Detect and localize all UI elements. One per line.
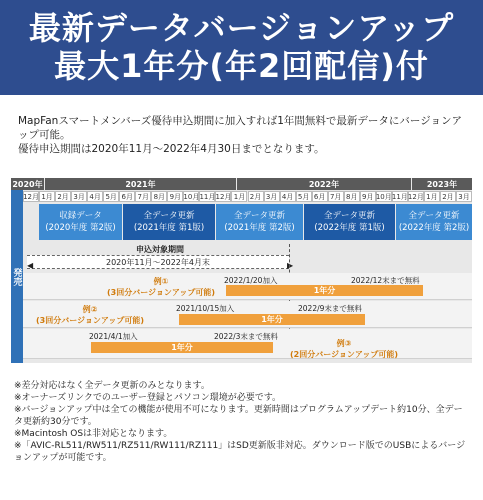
example-3-bar-label: 1年分 xyxy=(171,343,193,352)
month-cell: 2月 xyxy=(55,191,71,202)
update-3-title: 全データ更新 xyxy=(233,211,285,221)
month-cell: 6月 xyxy=(312,191,328,202)
month-cell: 6月 xyxy=(119,191,135,202)
month-cell: 1月 xyxy=(231,191,247,202)
month-cell: 2月 xyxy=(248,191,264,202)
update-5-title: 全データ更新 xyxy=(408,211,460,221)
month-cell: 1月 xyxy=(424,191,440,202)
example-2-bar xyxy=(179,314,365,325)
update-1-title: 収録データ xyxy=(59,211,102,221)
update-block-5 xyxy=(396,204,472,240)
update-5-sub: (2022年度 第2版) xyxy=(398,223,470,233)
month-cell: 7月 xyxy=(135,191,151,202)
example-1-free: 2022/12末まで無料 xyxy=(351,276,420,285)
release-label: 発売 xyxy=(11,190,23,363)
update-block-1 xyxy=(39,204,122,240)
month-cell: 9月 xyxy=(360,191,376,202)
example-3-title: 例③ xyxy=(336,339,352,348)
header-banner xyxy=(0,0,483,95)
update-4-sub: (2022年度 第1版) xyxy=(314,223,385,233)
update-block-2 xyxy=(123,204,215,240)
month-cell: 11月 xyxy=(199,192,216,201)
month-cell: 1月 xyxy=(39,191,55,202)
example-2-join: 2021/10/15加入 xyxy=(176,304,235,313)
month-cell: 8月 xyxy=(344,191,360,202)
month-cell: 9月 xyxy=(167,191,183,202)
example-3-sub: (2回分バージョンアップ可能) xyxy=(290,350,398,359)
arrow-left-icon: ◀ xyxy=(27,261,34,270)
example-3-label xyxy=(279,338,409,360)
month-cell: 3月 xyxy=(71,191,87,202)
month-cell: 3月 xyxy=(456,191,472,202)
month-cell: 10月 xyxy=(183,192,200,201)
example-3-bar xyxy=(91,342,273,353)
month-cell: 12月 xyxy=(215,192,232,201)
example-1-bar xyxy=(226,285,423,296)
period-range-text: 2020年11月～2022年4月末 xyxy=(106,257,210,267)
example-2-label xyxy=(25,304,155,326)
month-cell: 7月 xyxy=(328,191,344,202)
intro-paragraph-1: MapFanスマートメンバーズ優待申込期間に加入すれば1年間無料で最新データにバージョンアップ可能。 xyxy=(18,115,463,141)
year-2022: 2022年 xyxy=(237,178,411,190)
update-1-sub: (2020年度 第2版) xyxy=(45,223,116,233)
year-2020: 2020年 xyxy=(12,179,43,189)
example-3-free: 2022/3末まで無料 xyxy=(214,332,278,341)
banner-title-line2: 最大1年分(年2回配信)付 xyxy=(54,47,429,85)
note-1: ※差分対応はなく全データ更新のみとなります。 xyxy=(14,381,210,391)
version-timeline-chart xyxy=(11,178,472,363)
example-2-bar-label: 1年分 xyxy=(261,315,283,324)
period-label: 申込対象期間 xyxy=(136,245,184,254)
example-2-title: 例② xyxy=(82,305,98,314)
month-cell: 11月 xyxy=(391,192,408,201)
note-3: ※バージョンアップ中は全ての機能が使用不可になります。更新時間はプログラムアップデート約10分、全データ更新約30分です。 xyxy=(14,405,463,427)
example-2-sub: (3回分バージョンアップ可能) xyxy=(36,316,144,325)
note-5: ※「AVIC-RL511/RW511/RZ511/RW111/RZ111」はSD更新版非対応。ダウンロード版でのUSBによるバージョンアップが可能です。 xyxy=(14,441,466,463)
example-2-free: 2022/9末まで無料 xyxy=(298,304,362,313)
note-4: ※Macintosh OSは非対応となります。 xyxy=(14,429,173,439)
month-cell: 12月 xyxy=(23,192,39,201)
period-range-bar xyxy=(27,255,289,269)
intro-text xyxy=(18,114,470,156)
intro-paragraph-2: 優待申込期間は2020年11月～2022年4月30日までとなります。 xyxy=(18,143,325,155)
example-1-bar-label: 1年分 xyxy=(313,286,336,295)
month-cell: 12月 xyxy=(407,192,424,201)
year-2021: 2021年 xyxy=(45,178,236,190)
month-cell: 5月 xyxy=(103,191,119,202)
month-cell: 3月 xyxy=(264,191,280,202)
month-cell: 4月 xyxy=(87,191,103,202)
note-2: ※オーナーズリンクでのユーザー登録とパソコン環境が必要です。 xyxy=(14,393,282,403)
example-1-title: 例① xyxy=(153,277,169,286)
month-cell: 2月 xyxy=(440,191,456,202)
update-4-title: 全データ更新 xyxy=(323,211,375,221)
update-block-3 xyxy=(216,204,303,240)
year-2023: 2023年 xyxy=(412,178,472,190)
month-cell: 10月 xyxy=(375,192,392,201)
update-block-4 xyxy=(304,204,395,240)
update-2-sub: (2021年度 第1版) xyxy=(133,223,205,233)
notes-section xyxy=(14,380,469,464)
month-cell: 8月 xyxy=(151,191,167,202)
month-cell: 5月 xyxy=(296,191,312,202)
month-cell: 4月 xyxy=(280,191,296,202)
arrow-right-icon: ▶ xyxy=(287,261,294,270)
banner-title-line1: 最新データバージョンアップ xyxy=(28,9,455,47)
example-1-join: 2022/1/20加入 xyxy=(224,276,278,285)
example-1-label xyxy=(101,276,221,298)
update-3-sub: (2021年度 第2版) xyxy=(224,223,295,233)
example-1-sub: (3回分バージョンアップ可能) xyxy=(107,288,215,297)
update-2-title: 全データ更新 xyxy=(143,211,195,221)
example-3-join: 2021/4/1加入 xyxy=(89,332,138,341)
